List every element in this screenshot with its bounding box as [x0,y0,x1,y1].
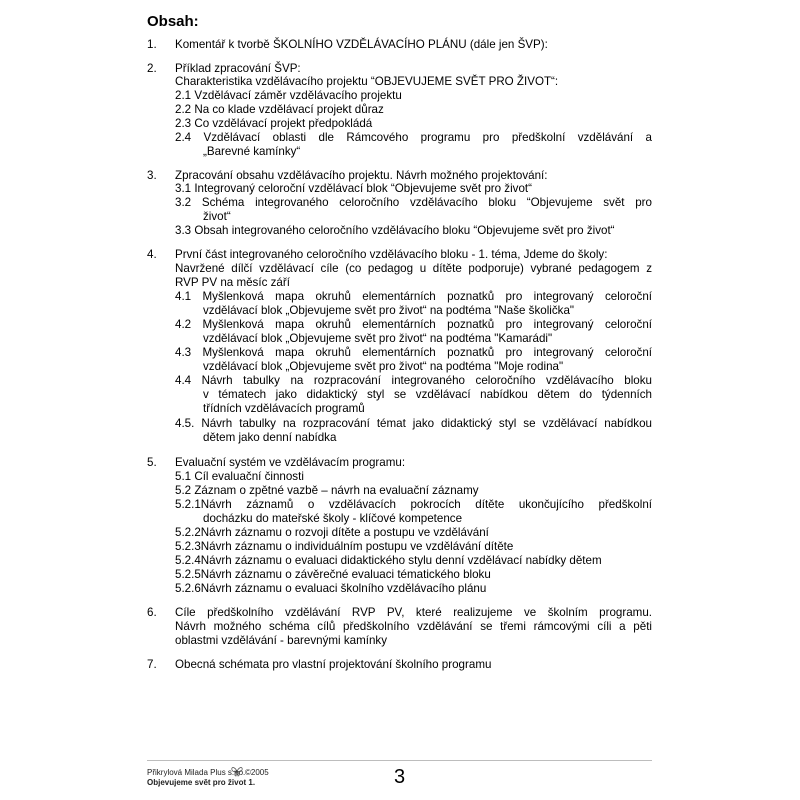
toc-entry: Návrh možného schéma cílů předškolního vzdělávání se třemi rámcovými cíli a pěti [175,620,652,633]
toc-subentry: 2.3 Co vzdělávací projekt předpokládá [175,117,373,130]
toc-entry: Evaluační systém ve vzdělávacím programu: [175,456,406,469]
toc-subentry-cont: docházku do mateřské školy - klíčové kompetence [203,512,463,525]
toc-entry: Příklad zpracování ŠVP: [175,62,301,75]
toc-subentry: 5.2.6Návrh záznamu o evaluaci školního vzdělávacího plánu [175,582,487,595]
toc-entry: Charakteristika vzdělávacího projektu “OBJEVUJEME SVĚT PRO ŽIVOT“: [175,75,559,88]
footer-book-title: Objevujeme svět pro život 1. [147,778,256,787]
page-title: Obsah: [147,13,199,30]
toc-subentry-cont: život“ [203,210,231,223]
toc-subentry: 5.2.1Návrh záznamů o vzdělávacích pokrocích dítěte ukončujícího předškolní [175,498,652,511]
section-number: 6. [147,606,157,619]
toc-subentry: 4.3 Myšlenková mapa okruhů elementárních poznatků pro integrovaný celoroční [175,346,652,359]
toc-subentry-cont: vzdělávací blok „Objevujeme svět pro život“ na podtéma "Moje rodina" [203,360,564,373]
toc-subentry: 5.2.5Návrh záznamu o závěrečné evaluaci tématického bloku [175,568,491,581]
toc-entry: Komentář k tvorbě ŠKOLNÍHO VZDĚLÁVACÍHO PLÁNU (dále jen ŠVP): [175,38,548,51]
section-number: 2. [147,62,157,75]
toc-entry: Obecná schémata pro vlastní projektování školního programu [175,658,492,671]
toc-subentry: 2.4 Vzdělávací oblasti dle Rámcového programu pro předškolní vzdělávání a [175,131,652,144]
toc-entry: oblastmi vzdělávání - barevnými kamínky [175,634,387,647]
toc-subentry: 4.2 Myšlenková mapa okruhů elementárních poznatků pro integrovaný celoroční [175,318,652,331]
toc-subentry-cont: vzdělávací blok „Objevujeme svět pro život“ na podtéma "Kamarádi" [203,332,553,345]
toc-subentry: 4.4 Návrh tabulky na rozpracování integrovaného celoročního vzdělávacího bloku [175,374,652,387]
toc-subentry: 2.1 Vzdělávací záměr vzdělávacího projektu [175,89,402,102]
page-number: 3 [394,766,406,788]
toc-subentry: 5.2.3Návrh záznamu o individuálním postupu ve vzdělávání dítěte [175,540,514,553]
footer-copyright: ©2005 [245,768,269,777]
toc-subentry: 5.2.2Návrh záznamu o rozvoji dítěte a postupu ve vzdělávání [175,526,489,539]
toc-entry: RVP PV na měsíc září [175,276,290,289]
toc-subentry-cont: „Barevné kamínky“ [203,145,301,158]
toc-subentry-cont: v tématech jako didaktický styl se vzdělávací nabídkou dětem do týdenních [203,388,652,401]
toc-subentry: 4.5. Návrh tabulky na rozpracování témat jako didaktický styl se vzdělávací nabídkou [175,417,652,430]
footer-divider [147,760,652,761]
section-number: 4. [147,248,157,261]
toc-subentry-cont: dětem jako denní nabídka [203,431,337,444]
footer-publisher: Přikrylová Milada Plus s.r.o. [147,768,246,777]
toc-subentry: 5.2 Záznam o zpětné vazbě – návrh na evaluační záznamy [175,484,479,497]
section-number: 1. [147,38,157,51]
toc-subentry: 3.3 Obsah integrovaného celoročního vzdělávacího bloku “Objevujeme svět pro život“ [175,224,615,237]
section-number: 5. [147,456,157,469]
toc-subentry: 4.1 Myšlenková mapa okruhů elementárních poznatků pro integrovaný celoroční [175,290,652,303]
toc-entry: Navržené dílčí vzdělávací cíle (co pedagog u dítěte podporuje) vybrané pedagogem z [175,262,652,275]
section-number: 3. [147,169,157,182]
toc-subentry: 3.2 Schéma integrovaného celoročního vzdělávacího bloku “Objevujeme svět pro [175,196,652,209]
toc-subentry-cont: vzdělávací blok „Objevujeme svět pro život“ na podtéma "Naše školička" [203,304,575,317]
toc-entry: Cíle předškolního vzdělávání RVP PV, které realizujeme ve školním programu. [175,606,652,619]
section-number: 7. [147,658,157,671]
toc-subentry: 5.1 Cíl evaluační činnosti [175,470,304,483]
toc-subentry: 5.2.4Návrh záznamu o evaluaci didaktického stylu denní vzdělávací nabídky dětem [175,554,602,567]
toc-subentry: 2.2 Na co klade vzdělávací projekt důraz [175,103,384,116]
toc-subentry-cont: třídních vzdělávacích programů [203,402,365,415]
toc-entry: První část integrovaného celoročního vzdělávacího bloku - 1. téma, Jdeme do školy: [175,248,608,261]
toc-entry: Zpracování obsahu vzdělávacího projektu. Návrh možného projektování: [175,169,548,182]
toc-subentry: 3.1 Integrovaný celoroční vzdělávací blok “Objevujeme svět pro život“ [175,182,533,195]
